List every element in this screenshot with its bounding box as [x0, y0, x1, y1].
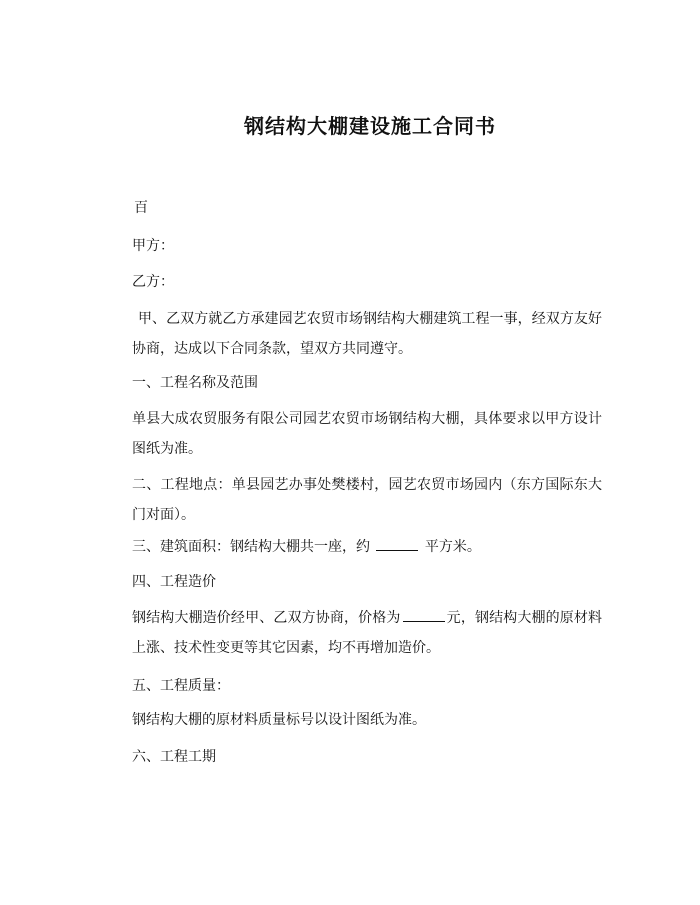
section5-heading: 五、工程质量：: [132, 678, 230, 694]
section3-line: [132, 536, 481, 557]
party-b-label: 乙方：: [132, 274, 174, 290]
stray-character: 百: [134, 200, 148, 216]
document-title: 钢结构大棚建设施工合同书: [244, 114, 496, 138]
section3-prefix: 三、建筑面积：钢结构大棚共一座，约: [132, 539, 370, 555]
party-a-label: 甲方：: [132, 238, 174, 254]
intro-paragraph: 甲、乙双方就乙方承建园艺农贸市场钢结构大棚建筑工程一事，经双方友好协商，达成以下合同条款，望双方共同遵守。: [132, 311, 602, 357]
area-blank: [376, 536, 418, 551]
section5-body: 钢结构大棚的原材料质量标号以设计图纸为准。: [132, 712, 426, 728]
price-blank: [403, 607, 445, 622]
section6-heading: 六、工程工期: [132, 749, 216, 765]
section4-body-suffix: 元，钢结构大棚的原材料上涨、技术性变更等其它因素，均不再增加造价。: [132, 610, 603, 656]
section4-body-prefix: 钢结构大棚造价经甲、乙双方协商，价格为: [132, 610, 401, 626]
section1-body: 单县大成农贸服务有限公司园艺农贸市场钢结构大棚，具体要求以甲方设计图纸为准。: [132, 411, 602, 457]
section2-paragraph: 二、工程地点：单县园艺办事处樊楼村，园艺农贸市场园内（东方国际东大门对面）。: [132, 477, 602, 523]
section1-heading: 一、工程名称及范围: [132, 375, 258, 391]
section4-heading: 四、工程造价: [132, 574, 216, 590]
section4-body: [132, 603, 602, 663]
section3-suffix: 平方米。: [424, 539, 481, 555]
